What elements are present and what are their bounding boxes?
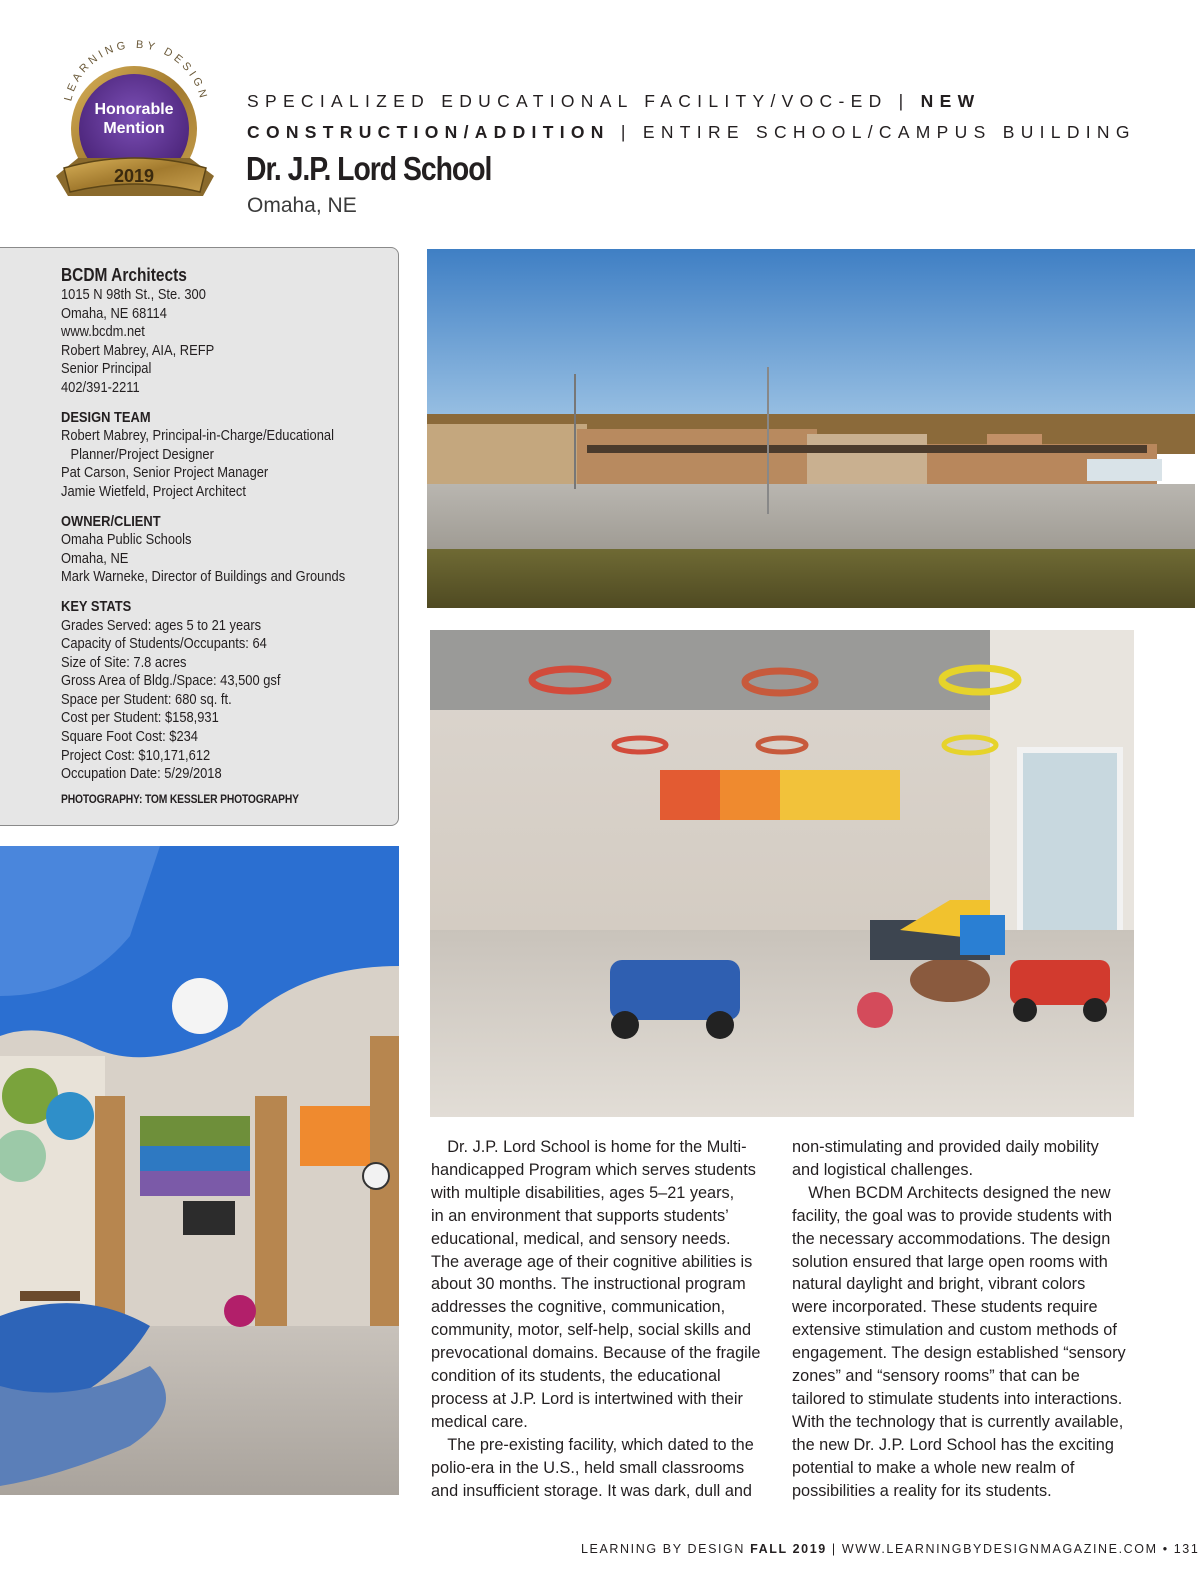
body-column-2 [792,1136,1132,1503]
firm-line: Omaha, NE 68114 [61,304,167,322]
body-line: engagement. The design established “sensory [792,1344,1126,1363]
page-title: Dr. J.P. Lord School [246,150,492,187]
body-line: handicapped Program which serves students [431,1160,756,1179]
design-team-line: Jamie Wietfeld, Project Architect [61,482,246,500]
category-part-a: SPECIALIZED EDUCATIONAL FACILITY/VOC-ED | [247,91,921,111]
body-line: and insufficient storage. It was dark, dull and [431,1481,752,1500]
owner-line: Omaha, NE [61,549,129,567]
stat-line: Size of Site: 7.8 acres [61,653,187,671]
body-line: natural daylight and bright, vibrant colors [792,1275,1086,1294]
body-line: The average age of their cognitive abilities is [431,1252,753,1271]
body-line: prevocational domains. Because of the fragile [431,1344,761,1363]
design-team-line: Planner/Project Designer [70,445,214,463]
stat-line: Gross Area of Bldg./Space: 43,500 gsf [61,672,281,690]
badge-arc-text: LEARNING BY DESIGN [62,38,210,103]
firm-line: 1015 N 98th St., Ste. 300 [61,286,206,303]
body-line: the new Dr. J.P. Lord School has the exciting [792,1435,1114,1454]
category-part-b: NEW [920,91,981,111]
exterior-photo [427,249,1195,608]
firm-name: BCDM Architects [61,265,187,285]
body-line: condition of its students, the educational [431,1367,721,1386]
body-line: with multiple disabilities, ages 5–21 years, [431,1183,735,1202]
footer-magazine: LEARNING BY DESIGN [581,1542,751,1556]
firm-line: Robert Mabrey, AIA, REFP [61,341,215,359]
body-line: were incorporated. These students require [792,1298,1098,1317]
body-line: When BCDM Architects designed the new [792,1183,1111,1202]
firm-line: Senior Principal [61,360,152,378]
body-line: addresses the cognitive, communication, [431,1298,726,1317]
badge-line1: Honorable [94,101,174,118]
badge-year: 2019 [113,166,155,186]
owner-line: Mark Warneke, Director of Buildings and Grounds [61,568,346,586]
stat-line: Grades Served: ages 5 to 21 years [61,616,262,634]
design-team-heading: DESIGN TEAM [61,408,151,426]
body-line: solution ensured that large open rooms with [792,1252,1108,1271]
body-line: The pre-existing facility, which dated to the [431,1435,754,1454]
project-info-panel [0,247,399,826]
body-line: polio-era in the U.S., held small classrooms [431,1458,745,1477]
design-team-line: Pat Carson, Senior Project Manager [61,464,269,482]
body-line: potential to make a whole new realm of [792,1458,1075,1477]
stat-line: Cost per Student: $158,931 [61,709,219,727]
stat-line: Project Cost: $10,171,612 [61,746,211,764]
sensory-room-photo [430,630,1134,1117]
stat-line: Capacity of Students/Occupants: 64 [61,635,267,653]
body-line: zones” and “sensory rooms” that can be [792,1367,1080,1386]
honorable-mention-badge [48,36,223,211]
photo-credit: PHOTOGRAPHY: TOM KESSLER PHOTOGRAPHY [61,791,299,806]
location: Omaha, NE [247,194,357,217]
body-line: facility, the goal was to provide students with [792,1206,1113,1225]
body-line: community, motor, self-help, social skills and [431,1321,752,1340]
stat-line: Occupation Date: 5/29/2018 [61,765,222,783]
footer-issue: FALL 2019 [750,1542,827,1556]
category-part-d: | ENTIRE SCHOOL/CAMPUS BUILDING [609,122,1136,142]
owner-heading: OWNER/CLIENT [61,512,161,530]
firm-line: 402/391-2211 [61,378,140,396]
category-part-c: CONSTRUCTION/ADDITION [247,122,610,142]
body-line: non-stimulating and provided daily mobility [792,1138,1099,1156]
badge-line2: Mention [103,120,165,137]
key-stats-heading: KEY STATS [61,597,132,615]
stat-line: Space per Student: 680 sq. ft. [61,690,232,708]
body-line: and logistical challenges. [792,1160,974,1179]
stat-line: Square Foot Cost: $234 [61,728,198,746]
hallway-photo [0,846,399,1495]
body-line: in an environment that supports students’ [431,1206,729,1225]
page-footer [581,1542,1199,1556]
body-line: extensive stimulation and custom methods of [792,1321,1117,1340]
footer-url: WWW.LEARNINGBYDESIGNMAGAZINE.COM [841,1542,1158,1556]
body-line: Dr. J.P. Lord School is home for the Multi- [431,1138,747,1156]
page-number: 131 [1173,1542,1200,1556]
body-line: the necessary accommodations. The design [792,1229,1111,1248]
category-label [247,86,1167,148]
footer-bullet: • [1157,1542,1174,1556]
body-line: With the technology that is currently available, [792,1412,1124,1431]
firm-line: www.bcdm.net [61,323,145,341]
body-line: process at J.P. Lord is intertwined with their [431,1389,743,1408]
body-line: possibilities a reality for its students. [792,1481,1052,1500]
body-line: educational, medical, and sensory needs. [431,1229,731,1248]
body-line: medical care. [431,1412,528,1431]
footer-separator: | [826,1542,842,1556]
body-line: tailored to stimulate students into interactions. [792,1389,1123,1408]
body-column-1 [431,1136,771,1503]
body-line: about 30 months. The instructional program [431,1275,746,1294]
design-team-line: Robert Mabrey, Principal-in-Charge/Educational [61,427,334,445]
owner-line: Omaha Public Schools [61,531,192,549]
